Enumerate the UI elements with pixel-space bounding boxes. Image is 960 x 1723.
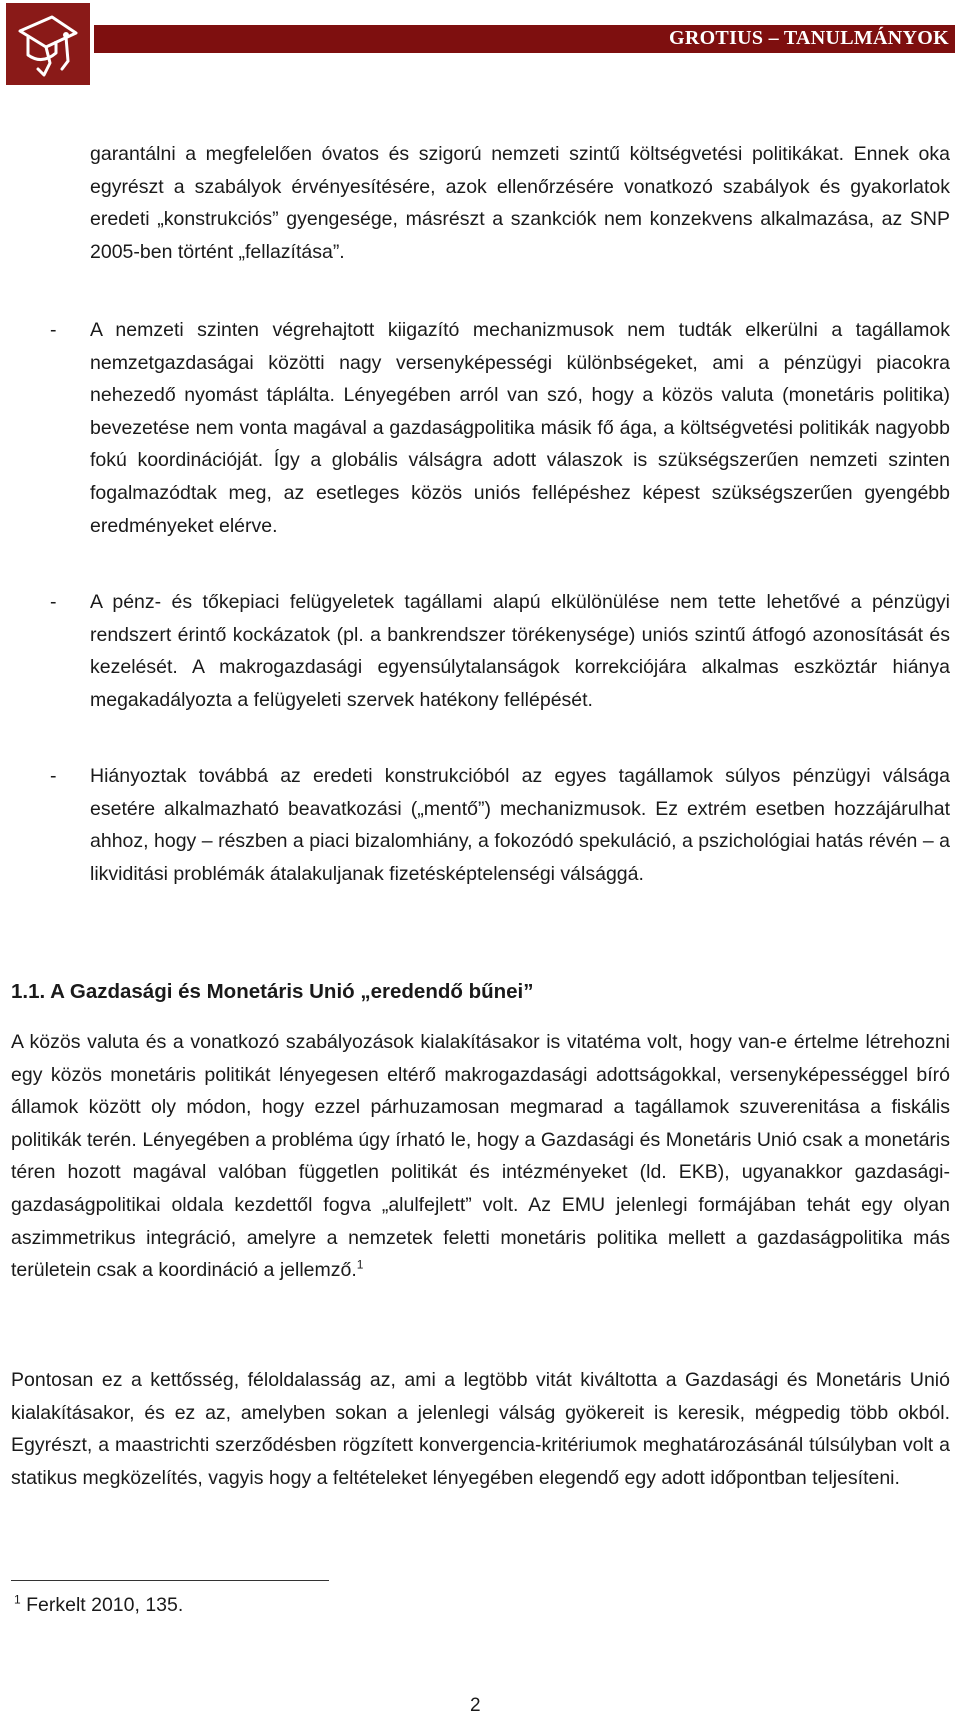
body-paragraph-text: A közös valuta és a vonatkozó szabályozások kialakításakor is vitatéma volt, hogy van-e értelme létrehozni egy közös monetáris politikát lényegesen eltérő makrogazdasági adottságokkal, versenyképességgel bíró államok között oly módon, hogy ezzel párhuzamosan megmarad a tagállamok szuverenitása a fiskális politikák terén. Lényegében a probléma úgy írható le, hogy a Gazdasági és Monetáris Unió csak a monetáris téren hozott magával valóban független politikát és intézményeket (ld. EKB), ugyanakkor gazdasági-gazdaságpolitikai oldala kezdettől fogva „alulfejlett” volt. Az EMU jelenlegi formájában tehát egy olyan aszimmetrikus integráció, amelyre a nemzetek feletti monetáris politika mellett a gazdaságpolitika más területein csak a koordináció a jellemző. <box>11 1031 950 1282</box>
footnote-marker: 1 <box>14 1592 21 1607</box>
footnote-separator <box>11 1580 329 1581</box>
section-heading: 1.1. A Gazdasági és Monetáris Unió „eredendő bűnei” <box>11 980 534 1003</box>
header-band <box>94 25 955 53</box>
bullet-item <box>50 314 950 542</box>
bullet-item <box>50 760 950 890</box>
header-title: GROTIUS – TANULMÁNYOK <box>668 27 949 49</box>
page-header <box>6 3 955 85</box>
bullet-text: A nemzeti szinten végrehajtott kiigazító mechanizmusok nem tudták elkerülni a tagállamok nemzetgazdaságai közötti nagy versenyképességi különbségeket, ami a pénzügyi piacokra nehezedő nyomást táplálta. Lényegében arról van szó, hogy a közös valuta (monetáris politika) bevezetése nem vonta magával a gazdaságpolitika másik fő ága, a költségvetési politikák nagyobb fokú koordinációját. Így a globális válságra adott válaszok is szükségszerűen nemzeti szinten fogalmazódtak meg, az esetleges közös uniós fellépéshez képest szükségszerűen gyengébb eredményeket elérve. <box>90 319 950 537</box>
bullet-item <box>50 586 950 716</box>
footnote-text: Ferkelt 2010, 135. <box>26 1594 184 1616</box>
body-paragraph: Pontosan ez a kettősség, féloldalasság az, ami a legtöbb vitát kiváltotta a Gazdasági és Monetáris Unió kialakításakor, és ez az, amelyben sokan a jelenlegi válság gyökereit is keresik, mégpedig több okból. Egyrészt, a maastrichti szerződésben rögzített konvergencia-kritériumok meghatározásánál túlsúlyban volt a statikus megközelítés, vagyis hogy a feltételeket lényegében elegendő egy adott időpontban teljesíteni. <box>11 1369 950 1489</box>
bullet-text: A pénz- és tőkepiaci felügyeletek tagállami alapú elkülönülése nem tette lehetővé a pénzügyi rendszert érintő kockázatok (pl. a bankrendszer törékenysége) uniós szintű átfogó azonosítását és kezelését. A makrogazdasági egyensúlytalanságok korrekciójára alkalmas eszköztár hiánya megakadályozta a felügyeleti szervek hatékony fellépését. <box>90 591 950 711</box>
bullet-dash: - <box>50 765 57 787</box>
body-paragraph <box>11 1026 950 1287</box>
grotius-logo <box>6 3 90 85</box>
bullet-dash: - <box>50 319 57 341</box>
footnote-reference[interactable]: 1 <box>356 1257 364 1272</box>
bullet-text: Hiányoztak továbbá az eredeti konstrukcióból az egyes tagállamok súlyos pénzügyi válsága esetére alkalmazható beavatkozási („mentő”) mechanizmusok. Ez extrém esetben hozzájárulhat ahhoz, hogy – részben a piaci bizalomhiány, a fokozódó spekuláció, a pszichológiai hatás révén – a likviditási problémák átalakuljanak fizetésképtelenségi válsággá. <box>90 765 950 885</box>
continuation-paragraph: garantálni a megfelelően óvatos és szigorú nemzeti szintű költségvetési politikákat. Ennek oka egyrészt a szabályok érvényesítésére, azok ellenőrzésére vonatkozó szabályok és gyakorlatok eredeti „konstrukciós” gyengesége, másrészt a szankciók nem konzekvens alkalmazása, az SNP 2005-ben történt „fellazítása”. <box>90 143 950 263</box>
bullet-dash: - <box>50 591 57 613</box>
grotius-scroll-logo-icon <box>6 3 90 85</box>
footnote <box>14 1590 183 1620</box>
page-number: 2 <box>470 1695 481 1716</box>
